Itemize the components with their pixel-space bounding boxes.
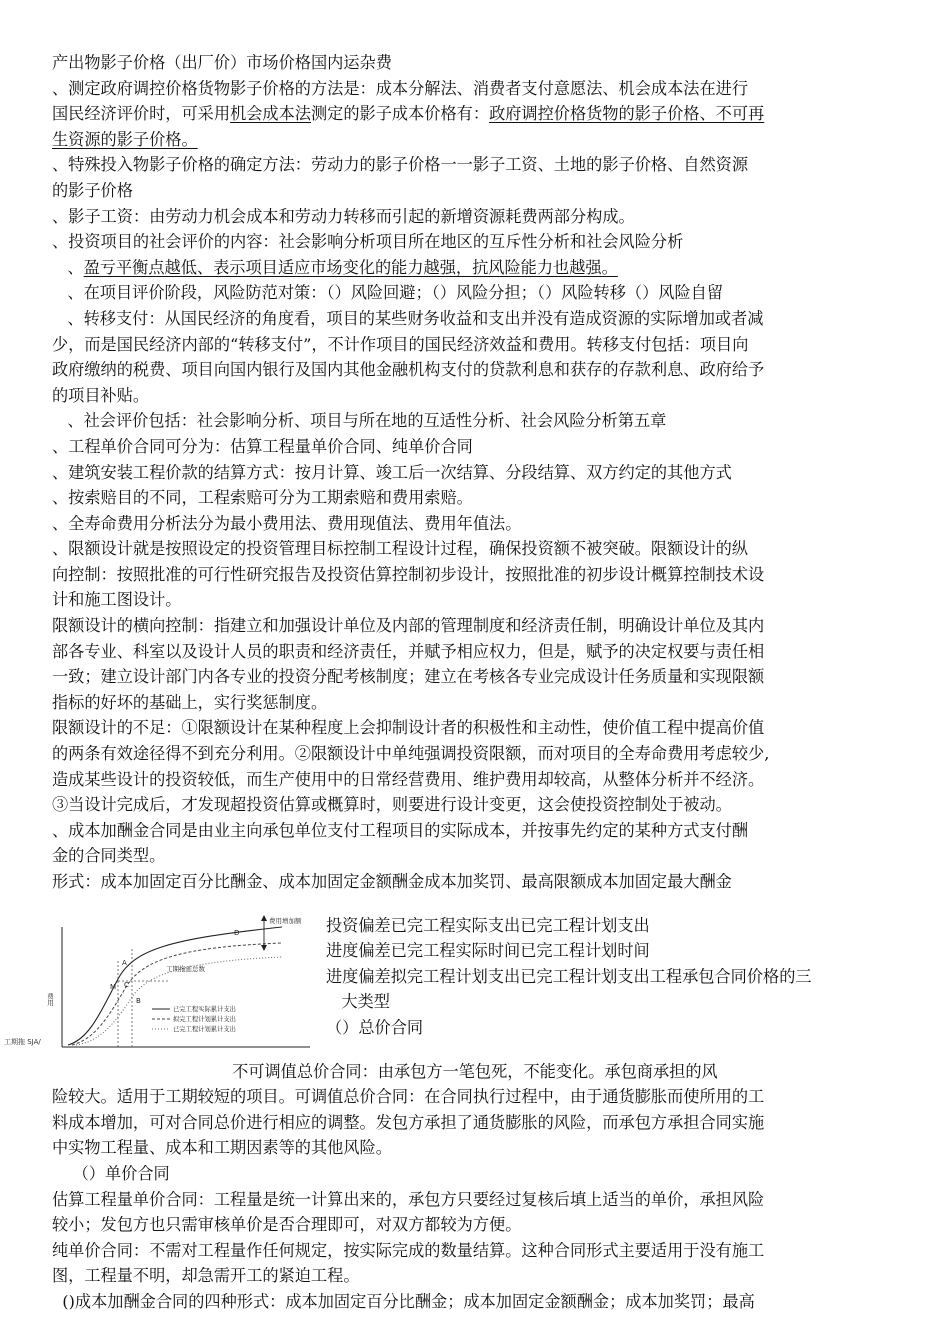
text-line: 的项目补贴。 <box>52 385 150 405</box>
text-segment: 国民经济评价时，可采用 <box>52 104 231 124</box>
text-line: 、工程单价合同可分为：估算工程量单价合同、纯单价合同 <box>52 436 473 456</box>
s-curve-figure <box>20 909 320 1059</box>
underlined-term: 机会成本法 <box>230 104 311 124</box>
text-line: 料成本增加，可对合同总价进行相应的调整。发包方承担了通货膨胀的风险，而承包方承担合同实施 <box>52 1112 765 1132</box>
text-line: 、限额设计就是按照设定的投资管理目标控制工程设计过程，确保投资额不被突破。限额设计的纵 <box>52 539 749 559</box>
figure-side-text <box>326 913 926 1041</box>
underlined-term: 盈亏平衡点越低、表示项目适应市场变化的能力越强，抗风险能力也越强。 <box>83 257 618 277</box>
text-line: 进度偏差已完工程实际时间已完工程计划时间 <box>326 941 650 961</box>
figure-label: 费用增加额 <box>269 916 302 925</box>
text-line: 、按索赔目的不同，工程索赔可分为工期索赔和费用索赔。 <box>52 488 473 508</box>
text-line: （）总价合同 <box>326 1017 424 1037</box>
point-label: C <box>124 980 129 989</box>
document-page <box>4 50 912 1315</box>
text-line: 的影子价格 <box>52 180 133 200</box>
point-label: M <box>110 982 117 991</box>
text-line: 的两条有效途径得不到充分利用。②限额设计中单纯强调投资限额，而对项目的全寿命费用考虑较少, <box>52 744 770 764</box>
text-line-underlined <box>52 127 912 153</box>
text-line: 、在项目评价阶段，风险防范对策：（）风险回避；（）风险分担；（）风险转移（）风险自留 <box>52 283 724 303</box>
text-line: 较小；发包方也只需审核单价是否合理即可，对双方都较为方便。 <box>52 1215 522 1235</box>
point-label: D <box>234 928 240 937</box>
text-line: 纯单价合同：不需对工程量作任何规定，按实际完成的数量结算。这种合同形式主要适用于没有施工 <box>52 1240 765 1260</box>
text-line: 计和施工图设计。 <box>52 590 182 610</box>
text-line: 、全寿命费用分析法分为最小费用法、费用现值法、费用年值法。 <box>52 513 522 533</box>
underlined-term: 生资源的影子价格。 <box>52 129 198 149</box>
text-line: 政府缴纳的税费、项目向国内银行及国内其他金融机构支付的贷款利息和获存的存款利息、政府给予 <box>52 360 765 380</box>
arrow-head <box>261 915 267 921</box>
text-line: 、建筑安装工程价款的结算方式：按月计算、竣工后一次结算、分段结算、双方约定的其他方式 <box>52 462 732 482</box>
figure-caption: 工期拖 SJA/ <box>4 1037 41 1046</box>
figure-label: 工期拖延总数 <box>166 964 205 973</box>
text-line: 指标的好坏的基础上，实行奖惩制度。 <box>52 692 328 712</box>
text-line: 、成本加酬金合同是由业主向承包单位支付工程项目的实际成本，并按事先约定的某种方式支付酬 <box>52 820 749 840</box>
text-line: ③当设计完成后，才发现超投资估算或概算时，则要进行设计变更，这会使投资控制处于被动。 <box>52 795 732 815</box>
point-label: B <box>136 996 141 1005</box>
text-line: 、测定政府调控价格货物影子价格的方法是：成本分解法、消费者支付意愿法、机会成本法在进行 <box>52 78 749 98</box>
figure-label: 费用 <box>46 992 54 1006</box>
arrow-head <box>261 945 267 951</box>
text-line: （）单价合同 <box>52 1163 170 1183</box>
text-line: 大类型 <box>326 992 390 1012</box>
text-line: 进度偏差拟完工程计划支出已完工程计划支出工程承包合同价格的三 <box>326 966 812 986</box>
text-line: 限额设计的横向控制：指建立和加强设计单位及内部的管理制度和经济责任制，明确设计单位及其内 <box>52 616 765 636</box>
text-line: 图，工程量不明，却急需开工的紧迫工程。 <box>52 1266 360 1286</box>
text-line: 形式：成本加固定百分比酬金、成本加固定金额酬金成本加奖罚、最高限额成本加固定最大酬金 <box>52 872 732 891</box>
text-segment: 测定的影子成本价格有： <box>311 104 490 124</box>
legend-label: 已完工程实际累计支出 <box>173 1005 236 1013</box>
text-line: 向控制：按照批准的可行性研究报告及投资估算控制初步设计，按照批准的初步设计概算控制技术设 <box>52 564 765 584</box>
text-line: 不可调值总价合同：由承包方一笔包死，不能变化。承包商承担的风 <box>52 1061 718 1081</box>
text-line: 、影子工资：由劳动力机会成本和劳动力转移而引起的新增资源耗费两部分构成。 <box>52 206 635 226</box>
text-line: 中实物工程量、成本和工期因素等的其他风险。 <box>52 1138 392 1158</box>
text-line: 险较大。适用于工期较短的项目。可调值总价合同：在合同执行过程中，由于通货膨胀而使所用的工 <box>52 1087 765 1107</box>
text-line: ()成本加酬金合同的四种形式：成本加固定百分比酬金；成本加固定金额酬金；成本加奖罚；最高 <box>52 1291 755 1311</box>
underlined-term: 政府调控价格货物的影子价格、不可再 <box>489 104 765 124</box>
text-line: 少，而是国民经济内部的“转移支付”，不计作项目的国民经济效益和费用。转移支付包括：项目向 <box>52 334 749 354</box>
legend-label: 已完工程计划累计支出 <box>173 1025 236 1033</box>
text-line-underlined <box>52 255 912 281</box>
text-line: 投资偏差已完工程实际支出已完工程计划支出 <box>326 915 650 935</box>
text-line: 部各专业、科室以及设计人员的职责和经济责任，并赋予相应权力，但是，赋予的决定权要与责任相 <box>52 641 765 661</box>
figure-row <box>4 909 912 1059</box>
text-line-underlined <box>52 101 912 127</box>
text-line: 限额设计的不足：①限额设计在某种程度上会抑制设计者的积极性和主动性，使价值工程中提高价值 <box>52 718 765 738</box>
text-line: 产出物影子价格（出厂价）市场价格国内运杂费 <box>52 53 392 72</box>
text-line: 造成某些设计的投资较低，而生产使用中的日常经营费用、维护费用却较高，从整体分析并不经济。 <box>52 769 765 789</box>
text-line: 、转移支付：从国民经济的角度看，项目的某些财务收益和支出并没有造成资源的实际增加或者减 <box>52 308 764 328</box>
text-line: 金的合同类型。 <box>52 846 166 866</box>
text-line: 、投资项目的社会评价的内容：社会影响分析项目所在地区的互斥性分析和社会风险分析 <box>52 232 684 252</box>
legend-label: 拟完工程计划累计支出 <box>173 1015 236 1023</box>
text-line: 、特殊投入物影子价格的确定方法：劳动力的影子价格一一影子工资、土地的影子价格、自然资源 <box>52 155 749 175</box>
body-text-bottom <box>52 1059 912 1315</box>
text-line: 、社会评价包括：社会影响分析、项目与所在地的互适性分析、社会风险分析第五章 <box>52 411 667 431</box>
text-line: 估算工程量单价合同：工程量是统一计算出来的，承包方只要经过复核后填上适当的单价，承担风险 <box>52 1189 765 1209</box>
text-segment: 、 <box>52 257 84 277</box>
text-line: 一致；建立设计部门内各专业的投资分配考核制度；建立在考核各专业完成设计任务质量和实现限额 <box>52 667 765 687</box>
point-label: A <box>122 958 127 967</box>
